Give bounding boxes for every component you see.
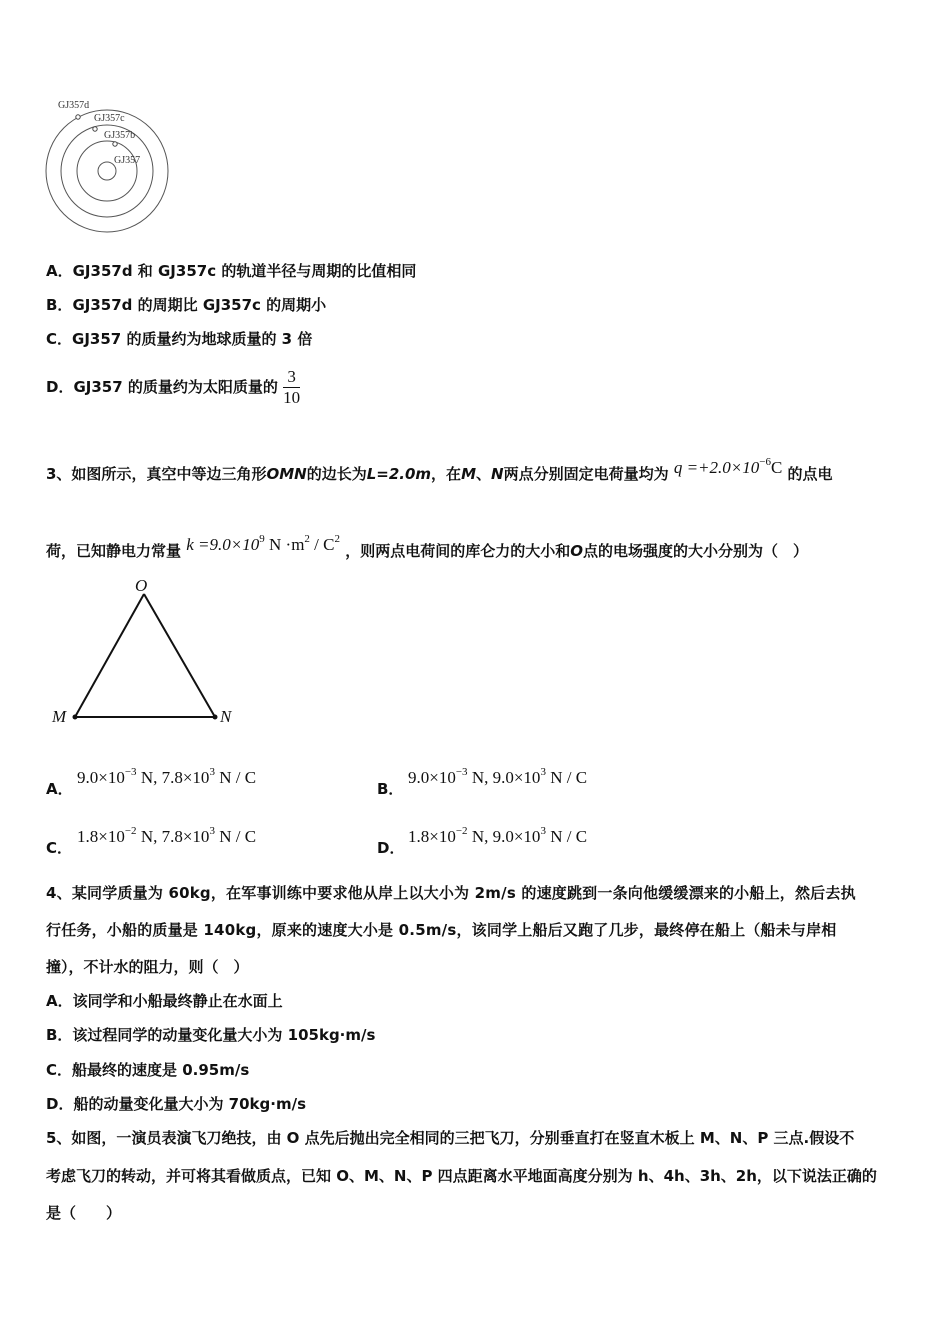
var-n: N <box>491 465 504 483</box>
value-exponent: −2 <box>124 825 137 837</box>
stem-text: ，则两点电荷间的库仑力的大小和 <box>345 542 571 560</box>
option-letter: B． <box>46 296 73 314</box>
option-letter: A． <box>46 262 73 280</box>
point-n <box>213 715 218 720</box>
q4-option-c[interactable]: C．船最终的速度是 0.95m/s <box>46 1061 250 1079</box>
fraction-3-10 <box>283 367 300 408</box>
point-m <box>73 715 78 720</box>
value-exponent: −3 <box>124 766 137 778</box>
value-part: N / C <box>214 768 257 787</box>
q4-option-d[interactable]: D．船的动量变化量大小为 70kg·m/s <box>46 1095 306 1113</box>
label-gj357c: GJ357c <box>94 113 125 124</box>
q3-stem-line1 <box>46 458 833 484</box>
option-value <box>77 766 256 788</box>
option-value <box>408 766 587 788</box>
label-gj357b: GJ357b <box>104 130 136 141</box>
stem-text: 点的电场强度的大小分别为（ ） <box>583 542 809 560</box>
fraction-denominator: 10 <box>283 388 301 407</box>
planet-b <box>113 142 117 146</box>
orbit-figure <box>40 96 180 236</box>
formula-exponent: −6 <box>759 456 771 468</box>
option-letter: D． <box>46 378 74 396</box>
option-value <box>408 825 587 847</box>
option-text: GJ357 的质量约为太阳质量的 <box>73 378 278 396</box>
value-part: N, 7.8×10 <box>136 827 210 846</box>
option-letter: B． <box>377 780 404 798</box>
planet-d <box>76 115 80 119</box>
option-text: GJ357d 的周期比 GJ357c 的周期小 <box>72 296 327 314</box>
triangle-figure <box>44 576 244 736</box>
option-letter: C． <box>46 330 73 348</box>
label-gj357d: GJ357d <box>58 100 90 111</box>
formula-main: q =+2.0×10 <box>673 458 760 477</box>
option-letter: A． <box>46 780 73 798</box>
option-value <box>77 825 256 847</box>
q5-stem-line2: 考虑飞刀的转动，并可将其看做质点，已知 O、M、N、P 四点距离水平地面高度分别为 h、4h、3h、2h，以下说法正确的 <box>46 1167 877 1185</box>
value-exponent: 3 <box>540 825 546 837</box>
var-o: O <box>570 542 583 560</box>
q5-stem-line3: 是（ ） <box>46 1204 122 1222</box>
var-omn: OMN <box>266 465 307 483</box>
formula-unit: / C <box>309 535 335 554</box>
q4-stem-line2: 行任务，小船的质量是 140kg，原来的速度大小是 0.5m/s，该同学上船后又跑了几步，最终停在船上（船未与岸相 <box>46 921 837 939</box>
value-part: N, 9.0×10 <box>467 768 541 787</box>
fraction-numerator: 3 <box>283 367 300 388</box>
stem-text: 两点分别固定电荷量均为 <box>503 465 669 483</box>
q4-stem-line1: 4、某同学质量为 60kg，在军事训练中要求他从岸上以大小为 2m/s 的速度跳到一条向他缓缓漂来的小船上，然后去执 <box>46 884 856 902</box>
formula-exponent: 9 <box>259 533 265 545</box>
formula-exponent: 2 <box>304 533 310 545</box>
option-letter: C． <box>46 839 73 857</box>
q3-stem-line2 <box>46 535 808 561</box>
label-n: N <box>220 707 232 726</box>
value-exponent: 3 <box>209 766 215 778</box>
stem-text: 的边长为 <box>306 465 367 483</box>
value-exponent: 3 <box>540 766 546 778</box>
q2-option-d[interactable] <box>46 366 300 408</box>
q2-option-a[interactable] <box>46 261 416 281</box>
charge-formula <box>674 458 782 477</box>
label-m: M <box>52 707 67 726</box>
value-part: N / C <box>545 768 588 787</box>
planet-c <box>93 127 97 131</box>
stem-text: 的点电 <box>787 465 833 483</box>
formula-unit: N ·m <box>264 535 305 554</box>
formula-exponent: 2 <box>334 533 340 545</box>
q4-option-b[interactable]: B．该过程同学的动量变化量大小为 105kg·m/s <box>46 1026 376 1044</box>
q4-option-a[interactable]: A．该同学和小船最终静止在水面上 <box>46 992 283 1010</box>
side-om <box>75 594 144 717</box>
value-part: 9.0×10 <box>408 768 456 787</box>
stem-text: 荷，已知静电力常量 <box>46 542 182 560</box>
constant-formula <box>186 535 340 554</box>
formula-unit: C <box>770 458 783 477</box>
var-m: M <box>461 465 476 483</box>
value-exponent: −2 <box>455 825 468 837</box>
stem-text: 3、如图所示，真空中等边三角形 <box>46 465 267 483</box>
value-part: N / C <box>214 827 257 846</box>
value-part: 9.0×10 <box>77 768 125 787</box>
label-gj357: GJ357 <box>114 155 141 166</box>
q2-option-c[interactable] <box>46 329 312 349</box>
var-length: L=2.0m <box>366 465 432 483</box>
formula-main: k =9.0×10 <box>186 535 260 554</box>
option-text: GJ357d 和 GJ357c 的轨道半径与周期的比值相同 <box>72 262 417 280</box>
value-part: N / C <box>545 827 588 846</box>
value-part: 1.8×10 <box>77 827 125 846</box>
orbit-gj357b <box>77 141 137 201</box>
separator: 、 <box>476 465 492 483</box>
q4-stem-line3: 撞），不计水的阻力，则（ ） <box>46 958 249 976</box>
value-part: N, 7.8×10 <box>136 768 210 787</box>
value-part: N, 9.0×10 <box>467 827 541 846</box>
value-part: 1.8×10 <box>408 827 456 846</box>
option-letter: D． <box>377 839 405 857</box>
triangle-diagram <box>44 576 244 736</box>
side-on <box>144 594 215 717</box>
option-text: GJ357 的质量约为地球质量的 3 倍 <box>72 330 313 348</box>
value-exponent: −3 <box>455 766 468 778</box>
q5-stem-line1: 5、如图，一演员表演飞刀绝技，由 O 点先后抛出完全相同的三把飞刀，分别垂直打在竖直木板上 M、N、P 三点.假设不 <box>46 1129 855 1147</box>
value-exponent: 3 <box>209 825 215 837</box>
orbit-gj357d <box>46 110 168 232</box>
q2-option-b[interactable] <box>46 295 326 315</box>
stem-text: ，在 <box>431 465 462 483</box>
label-o: O <box>135 576 148 595</box>
